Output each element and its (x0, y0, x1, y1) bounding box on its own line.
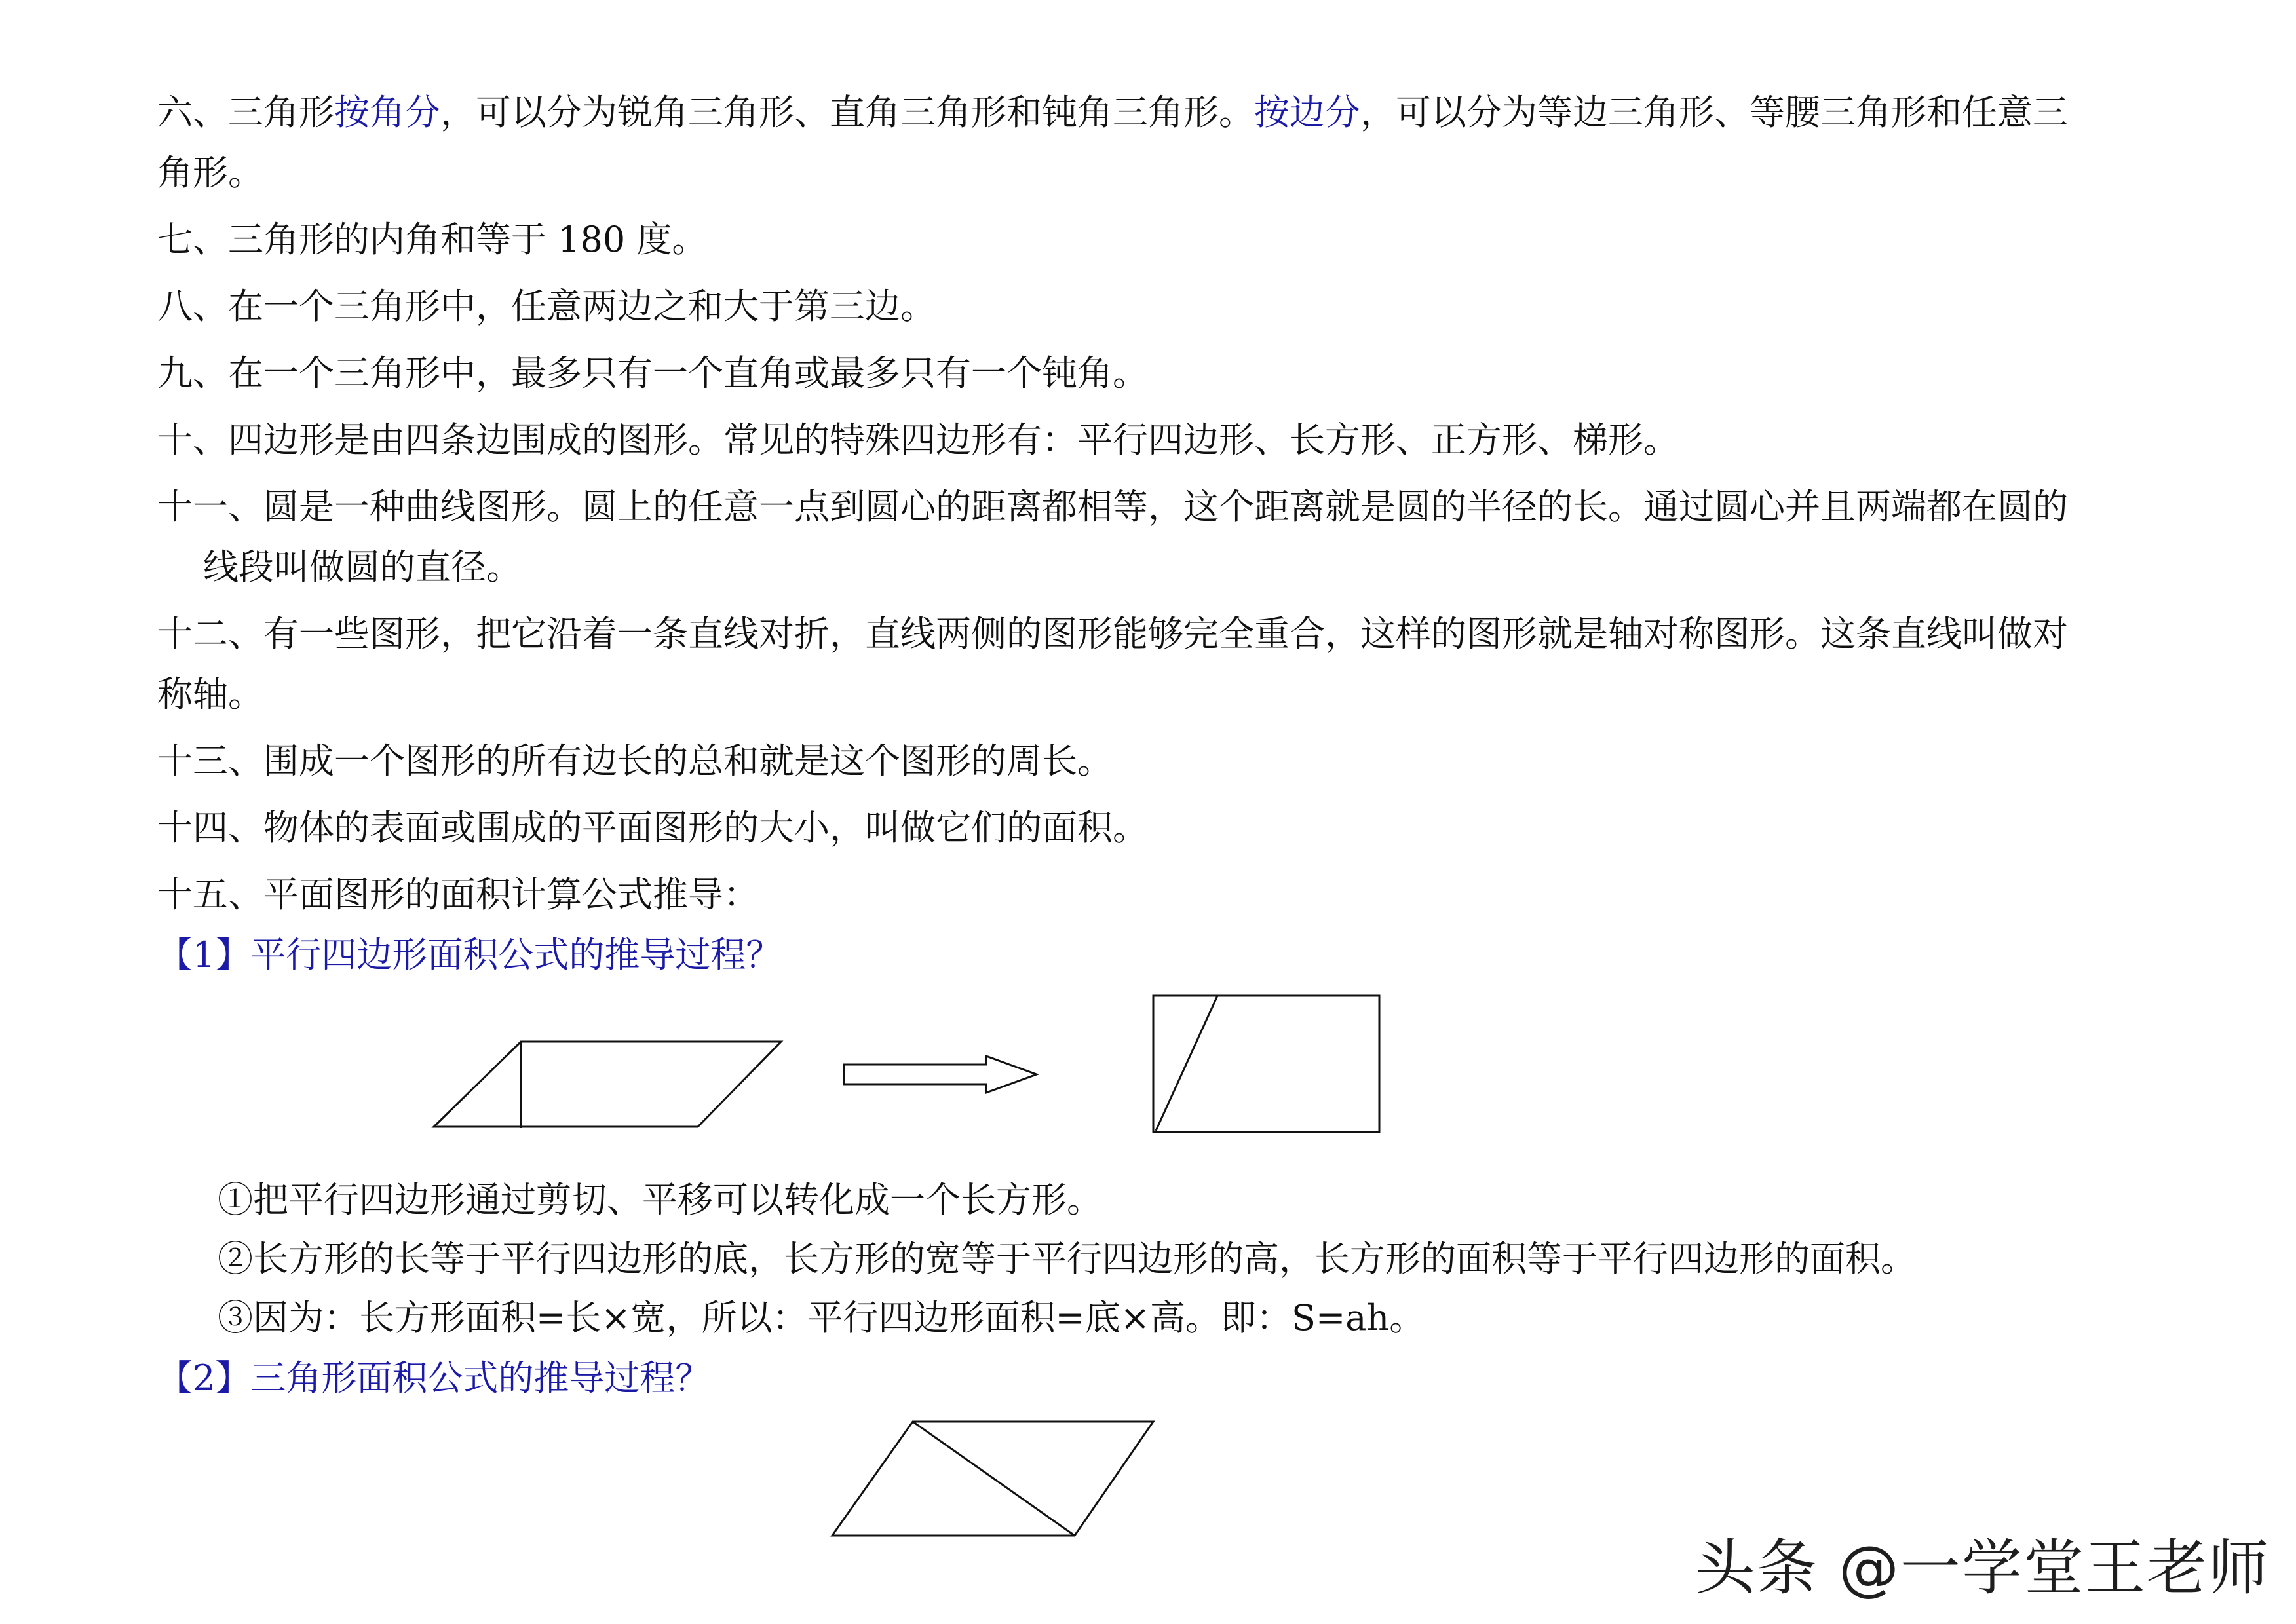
item-12-continuation: 称轴。 (157, 673, 263, 715)
section-1-title: 【1】平行四边形面积公式的推导过程？ (157, 934, 782, 975)
item-6-before: 六、三角形 (157, 92, 334, 133)
item-10: 十、四边形是由四条边围成的图形。常见的特殊四边形有：平行四边形、长方形、正方形、梯形。 (157, 419, 1679, 461)
item-6-after: ，可以分为等边三角形、等腰三角形和任意三 (1360, 92, 2068, 133)
item-11-continuation: 线段叫做圆的直径。 (203, 546, 522, 588)
item-14: 十四、物体的表面或围成的平面图形的大小，叫做它们的面积。 (157, 807, 1148, 848)
item-6-mid: ，可以分为锐角三角形、直角三角形和钝角三角形。 (440, 92, 1254, 133)
parallelogram-figure (434, 1042, 781, 1127)
item-9: 九、在一个三角形中，最多只有一个直角或最多只有一个钝角。 (157, 352, 1148, 394)
item-6-highlight-by-angle: 按角分 (334, 92, 440, 133)
item-6-continuation: 角形。 (157, 152, 263, 193)
item-8: 八、在一个三角形中，任意两边之和大于第三边。 (157, 286, 936, 327)
rectangle-cut-line (1156, 996, 1217, 1131)
section-1-step-3: ③因为：长方形面积=长×宽，所以：平行四边形面积=底×高。即：S=ah。 (218, 1297, 1425, 1338)
item-11: 十一、圆是一种曲线图形。圆上的任意一点到圆心的距离都相等，这个距离就是圆的半径的长。通过圆心并且两端都在圆的 (157, 486, 2068, 527)
section-1-step-2: ②长方形的长等于平行四边形的底，长方形的宽等于平行四边形的高，长方形的面积等于平行四边形的面积。 (218, 1238, 1916, 1279)
section-1-step-1: ①把平行四边形通过剪切、平移可以转化成一个长方形。 (218, 1179, 1102, 1220)
triangle-diagonal-line (913, 1422, 1075, 1536)
item-13: 十三、围成一个图形的所有边长的总和就是这个图形的周长。 (157, 740, 1113, 782)
item-7: 七、三角形的内角和等于 180 度。 (157, 219, 708, 260)
item-6-highlight-by-side: 按边分 (1254, 92, 1360, 133)
watermark: 头条 @一学堂王老师 (1694, 1533, 2270, 1603)
transform-arrow (844, 1056, 1037, 1093)
section-2-title: 【2】三角形面积公式的推导过程？ (157, 1357, 711, 1399)
item-12: 十二、有一些图形，把它沿着一条直线对折，直线两侧的图形能够完全重合，这样的图形就是轴对称图形。这条直线叫做对 (157, 613, 2068, 654)
item-15: 十五、平面图形的面积计算公式推导： (157, 874, 759, 915)
